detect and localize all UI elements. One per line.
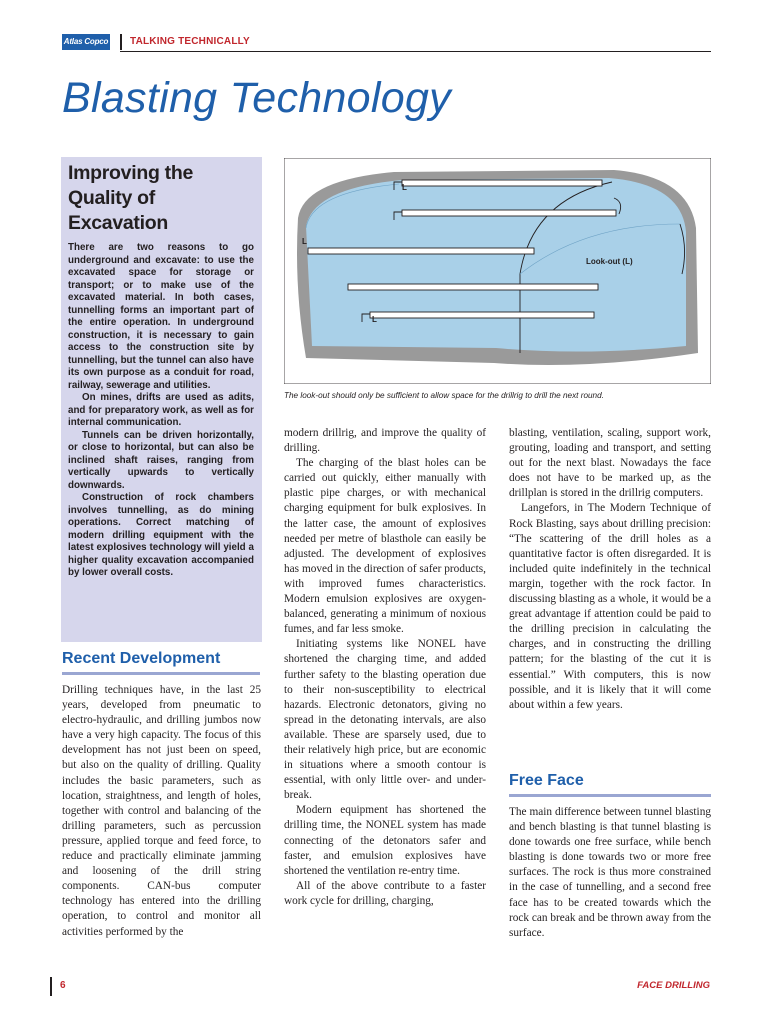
intro-text	[68, 242, 254, 580]
column-2-text	[284, 426, 486, 909]
body-paragraph: blasting, ventilation, scaling, support work, grouting, loading and transport, and setting out for the next blast. Nowadays the face does not have to be marked up, as the drillplan is stored in the drillrig computers.	[509, 427, 711, 500]
body-paragraph: The main difference between tunnel blasting and bench blasting is that tunnel blasting is done towards one free surface, while bench blasting is done towards two or more free surfaces. The rock is thus more constrained in the case of tunnelling, and a second free face has to be created towards which the rock can break and be thrown away from the surface.	[509, 806, 712, 939]
body-paragraph: Initiating systems like NONEL have shortened the charging time, and added further safety to the blasting operation due to their non-susceptibility to electrical hazards. Electronic detonators, giving no spread in the detonating intervals, are also available. These are sparsely used, due to their relatively high price, but are economic in situations where a smooth contour is essential, with only little over- and under-break.	[284, 638, 486, 802]
header-rule	[120, 51, 711, 52]
page-title: Blasting Technology	[62, 74, 451, 122]
recent-development-rule	[62, 672, 260, 675]
column-3-text	[509, 426, 711, 713]
atlas-copco-logo: Atlas Copco	[62, 34, 110, 50]
free-face-rule	[509, 794, 711, 797]
free-face-text	[509, 805, 711, 941]
body-paragraph: Modern equipment has shortened the drilling time, the NONEL system has made connecting of the detonators safer and faster, and emulsion explosives have shortened the ventilation re-entry time.	[284, 804, 486, 877]
intro-paragraph: On mines, drifts are used as adits, and for preparatory work, as well as for internal communication.	[68, 392, 254, 428]
intro-heading: Improving the Quality of Excavation	[68, 162, 194, 234]
diagram-label-l: L	[402, 183, 407, 192]
body-paragraph: All of the above contribute to a faster work cycle for drilling, charging,	[284, 879, 486, 907]
tunnel-diagram	[284, 158, 711, 384]
diagram-label-lookout: Look-out (L)	[586, 257, 633, 266]
body-paragraph: Langefors, in The Modern Technique of Rock Blasting, says about drilling precision: “The scattering of the drill holes as a quantitative factor is often disregarded. It is included quite indefinitely in the technical margin, together with the rock factor. In discussing blasting as a whole, it would be a great advantage if attention could be paid to the drilling precision in calculating the charges, and in constructing the drilling pattern; for the blasting of the cut it is essential.” With computers, this is now possible, and it is likely that it will come about within a few years.	[509, 502, 711, 711]
intro-paragraph: Construction of rock chambers involves tunnelling, as do mining operations. Correct matching of modern drilling equipment with the latest explosives technology will yield a higher quality excavation accompanied by lower overall costs.	[68, 492, 254, 578]
body-paragraph: modern drillrig, and improve the quality of drilling.	[284, 427, 486, 455]
section-label: TALKING TECHNICALLY	[130, 36, 250, 47]
free-face-heading: Free Face	[509, 772, 584, 789]
body-paragraph: The charging of the blast holes can be carried out quickly, either manually with plastic pipe charges, or with mechanical charging equipment for bulk explosives. In the latter case, the amount of explosives needed per metre of blasthole can easily be adjusted. The development of explosives has moved in the direction of safer products, with improved fumes characteristics. Modern emulsion explosives are oxygen-balanced, generating a minimum of noxious fumes, and far less smoke.	[284, 457, 486, 636]
recent-development-text	[62, 683, 261, 940]
intro-paragraph: There are two reasons to go underground and excavate: to use the excavated space for storage or transport; or to make use of the excavated material. In both cases, tunnelling forms an important part of the entire operation. In underground construction, it is necessary to gain access to the construction site by tunnelling, but the tunnel can also have its own purpose as a conduit for road, railway, sewerage and utilities.	[68, 242, 254, 391]
header-divider	[120, 34, 122, 50]
diagram-label-l: L	[302, 237, 307, 246]
diagram-label-l: L	[372, 315, 377, 324]
footer-divider	[50, 977, 52, 996]
footer-title: FACE DRILLING	[637, 980, 710, 991]
intro-paragraph: Tunnels can be driven horizontally, or close to horizontal, but can also be inclined shaft raises, ranging from vertically upwards to vertically downwards.	[68, 429, 254, 491]
body-paragraph: Drilling techniques have, in the last 25 years, developed from pneumatic to electro-hydraulic, and drilling jumbos now have a very high capacity. The focus of this development has not just been on speed, but also on the quality of drilling. Quality includes the basic parameters, such as location, straightness, and length of holes, together with control and balancing of the drilling parameters, such as percussion pressure, applied torque and feed force, to reduce and practically eliminate jamming and loosening of the drill string components. CAN-bus computer technology has entered into the drilling operation, to control and monitor all activities performed by the	[62, 684, 261, 938]
recent-development-heading: Recent Development	[62, 650, 221, 667]
figure-caption: The look-out should only be sufficient to allow space for the drillrig to drill the next round.	[284, 391, 604, 400]
page-number: 6	[60, 980, 66, 991]
